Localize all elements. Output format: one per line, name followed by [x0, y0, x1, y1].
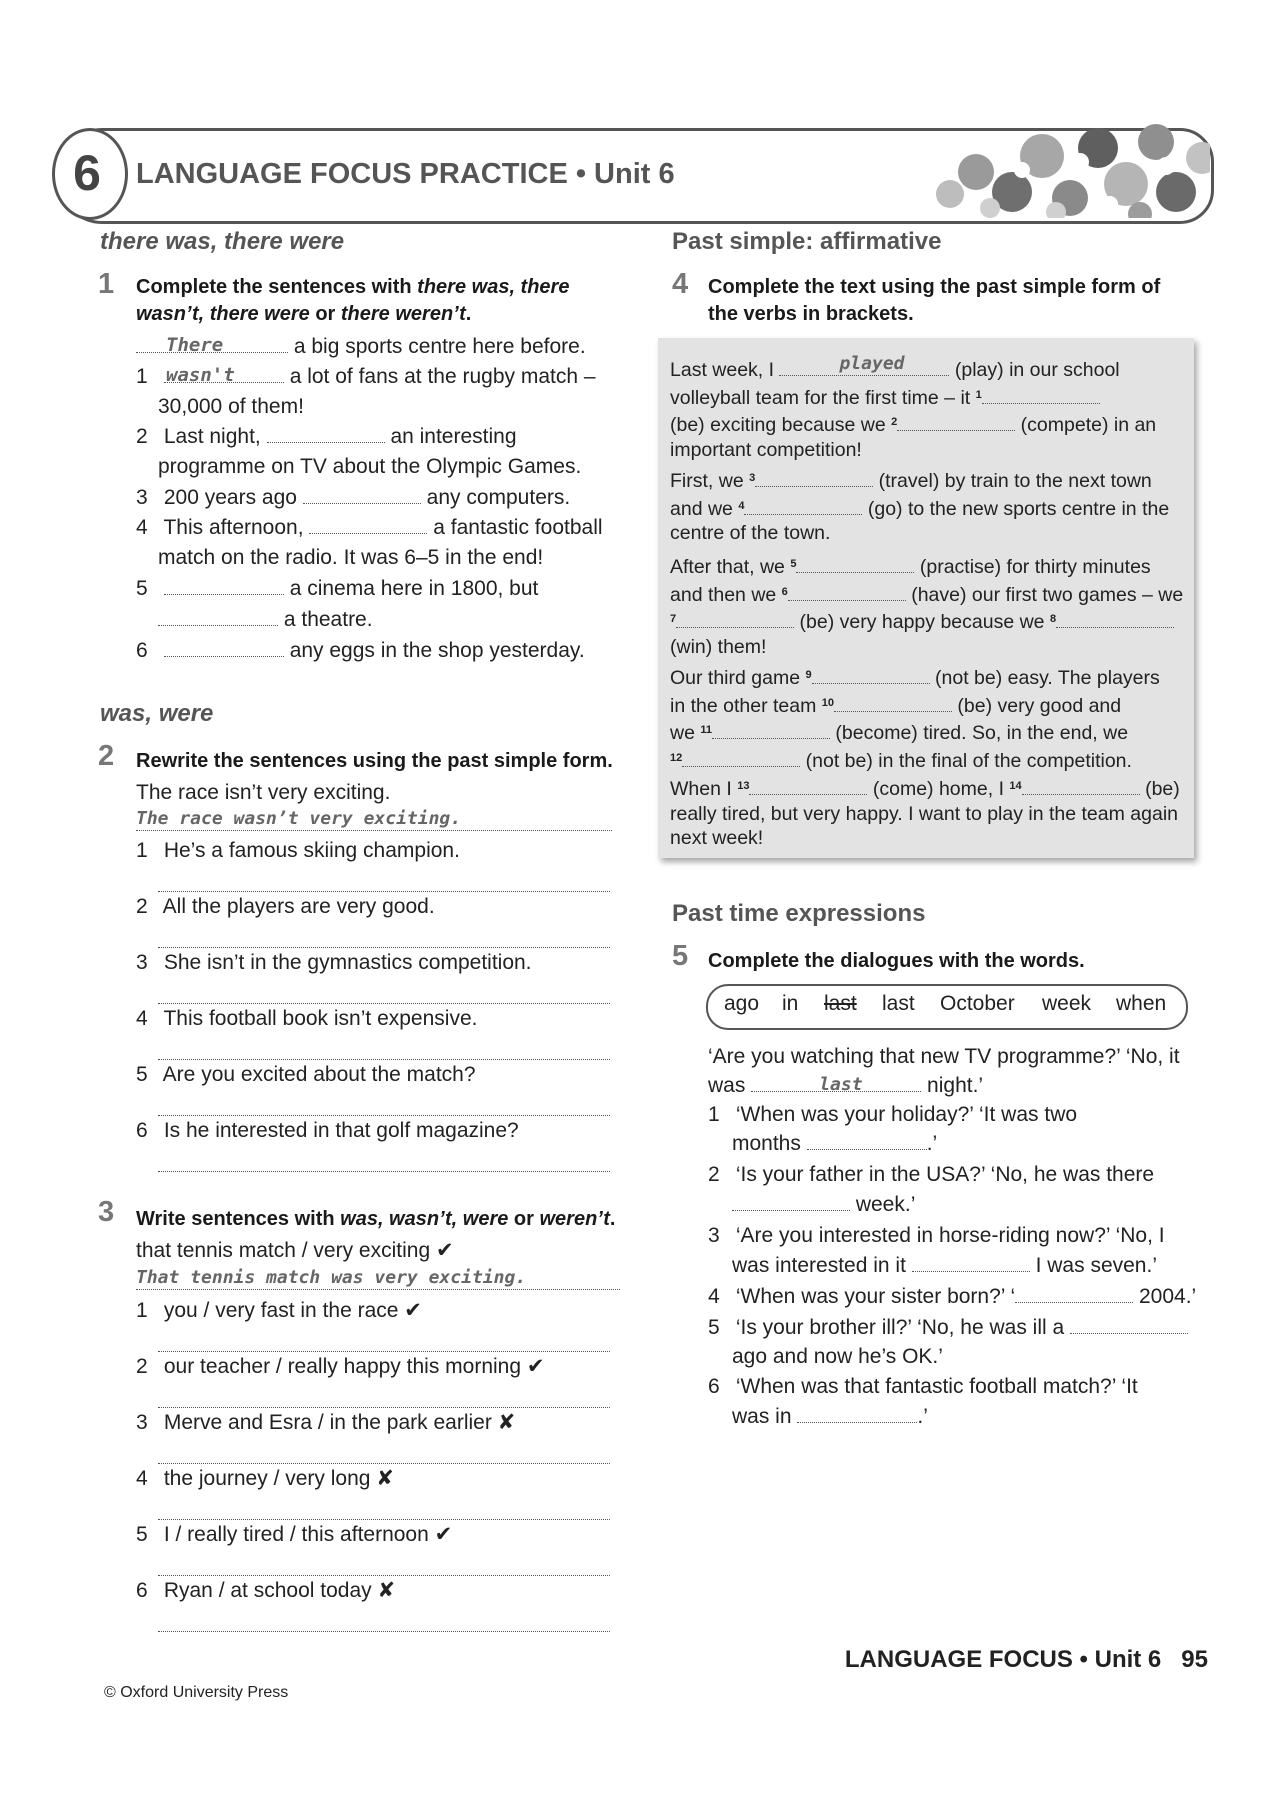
- exercise-2-item: [136, 1116, 519, 1146]
- item-prompt: Are you excited about the match?: [158, 1063, 476, 1086]
- answer-blank[interactable]: [912, 1251, 1030, 1272]
- item-prompt: I / really tired / this afternoon ✔: [158, 1523, 453, 1546]
- exercise-2-item: [136, 1060, 476, 1090]
- answer-blank[interactable]: [807, 1129, 927, 1150]
- item-number: 5: [136, 1523, 148, 1546]
- section-heading-past-simple: Past simple: affirmative: [672, 228, 942, 255]
- exercise-1-item: 3 200 years ago any computers.: [136, 483, 570, 513]
- exercise-number-2: 2: [98, 740, 115, 772]
- exercise-5-item-continuation: was interested in it I was seven.’: [732, 1251, 1157, 1281]
- exercise-4-paragraph-3: After that, we $^5$ (practise) for thirty minutes and then we $^6$ (have) our first two games – we $^7$ (be) very happy because we $^8$ (win) them!: [670, 552, 1188, 660]
- exercise-4-paragraph-4: Our third game $^9$ (not be) easy. The players in the other team $^{10}$ (be) very good and we $^{11}$ (become) tired. So, in the end, we $^{12}$ (not be) in the final of the competition.: [670, 663, 1188, 774]
- answer-blank[interactable]: [309, 513, 427, 534]
- item-prompt: This football book isn’t expensive.: [158, 1007, 478, 1030]
- exercise-number-5: 5: [672, 940, 689, 972]
- page-title: LANGUAGE FOCUS PRACTICE • Unit 6: [136, 158, 675, 190]
- exercise-5-item-continuation: ago and now he’s OK.’: [732, 1345, 943, 1368]
- exercise-1-example: There wasn't a big sports centre here before.: [136, 332, 586, 362]
- item-prompt: our teacher / really happy this morning ✔: [158, 1355, 545, 1378]
- exercise-3-example-prompt: that tennis match / very exciting ✔: [136, 1239, 454, 1262]
- exercise-3-item: [136, 1352, 544, 1382]
- item-prompt: Is he interested in that golf magazine?: [158, 1119, 519, 1142]
- exercise-1-item: 1 a lot of fans at the rugby match –: [136, 362, 596, 392]
- answer-blank[interactable]: [682, 746, 800, 767]
- exercise-3-example-answer: That tennis match was very exciting.: [136, 1267, 527, 1288]
- answer-blank[interactable]: [744, 494, 862, 515]
- exercise-1-item: 5 a cinema here in 1800, but: [136, 574, 538, 604]
- example-answer-line: There wasn't: [136, 332, 288, 353]
- exercise-5-item: 2 ‘Is your father in the USA?’ ‘No, he was there: [708, 1163, 1155, 1186]
- exercise-1-instruction: Complete the sentences with there was, there wasn’t, there were or there weren’t.: [136, 276, 570, 325]
- exercise-2-item: [136, 892, 435, 922]
- answer-blank[interactable]: [796, 552, 914, 573]
- exercise-2-item: [136, 948, 532, 978]
- section-heading-was-were: was, were: [100, 700, 214, 727]
- answer-blank[interactable]: [797, 1402, 917, 1423]
- answer-blank[interactable]: [1056, 607, 1174, 628]
- word-bank-word: October: [940, 992, 1015, 1015]
- section-heading-there-was: there was, there were: [100, 228, 345, 255]
- item-prompt: He’s a famous skiing champion.: [158, 839, 460, 862]
- exercise-1-item-continuation: programme on TV about the Olympic Games.: [158, 455, 582, 478]
- exercise-4-paragraph-2: First, we $^3$ (travel) by train to the next town and we $^4$ (go) to the new sports centre in the centre of the town.: [670, 466, 1188, 546]
- item-number: 6: [136, 1119, 148, 1142]
- exercise-1-item-continuation: 30,000 of them!: [158, 395, 304, 418]
- exercise-4-paragraph-5: When I $^{13}$ (come) home, I $^{14}$ (be) really tired, but very happy. I want to play in the team again next week!: [670, 774, 1188, 851]
- item-number: 2: [136, 1355, 148, 1378]
- exercise-5-example-line-2: was last night.’: [708, 1071, 983, 1101]
- item-number: 4: [136, 1467, 148, 1490]
- exercise-1-item: 6 any eggs in the shop yesterday.: [136, 636, 585, 666]
- header-puzzle-decoration: [930, 122, 1210, 218]
- answer-line[interactable]: [158, 1630, 610, 1632]
- exercise-5-item-continuation: months .’: [732, 1129, 937, 1159]
- example-answer-line: played: [779, 355, 949, 376]
- answer-blank[interactable]: [732, 1190, 850, 1211]
- answer-blank[interactable]: [158, 605, 278, 626]
- exercise-number-3: 3: [98, 1196, 115, 1228]
- exercise-number-4: 4: [672, 268, 689, 300]
- exercise-3-item: [136, 1464, 394, 1494]
- exercise-number-1: 1: [98, 268, 115, 300]
- exercise-1-item: 4 This afternoon, a fantastic football: [136, 513, 603, 543]
- exercise-5-item: 4 ‘When was your sister born?’ ‘ 2004.’: [708, 1282, 1196, 1312]
- answer-blank[interactable]: [788, 580, 906, 601]
- answer-line[interactable]: [136, 829, 612, 831]
- section-heading-past-time-expressions: Past time expressions: [672, 900, 926, 927]
- answer-blank[interactable]: [676, 607, 794, 628]
- answer-blank[interactable]: [1022, 774, 1140, 795]
- answer-line[interactable]: [136, 1288, 620, 1290]
- item-number: 4: [136, 1007, 148, 1030]
- answer-blank[interactable]: [1070, 1313, 1188, 1334]
- word-bank-word-used: last: [824, 992, 857, 1015]
- item-number: 2: [136, 895, 148, 918]
- answer-blank[interactable]: [267, 422, 385, 443]
- page-number: 95: [1181, 1646, 1208, 1673]
- exercise-2-instruction: Rewrite the sentences using the past simple form.: [136, 750, 613, 772]
- item-number: 3: [136, 951, 148, 974]
- exercise-5-instruction: Complete the dialogues with the words.: [708, 950, 1085, 972]
- footer-label: LANGUAGE FOCUS • Unit 6: [844, 1646, 1162, 1673]
- exercise-1-item-continuation: a theatre.: [158, 605, 373, 635]
- answer-blank[interactable]: [1015, 1282, 1133, 1303]
- exercise-1-item-continuation: match on the radio. It was 6–5 in the end!: [158, 546, 544, 569]
- exercise-5-example-line-1: ‘Are you watching that new TV programme?’ ‘No, it: [708, 1045, 1180, 1068]
- item-prompt: All the players are very good.: [158, 895, 435, 918]
- example-answer-line: last: [751, 1071, 921, 1092]
- word-bank-word: ago: [724, 992, 760, 1015]
- unit-number: 6: [73, 145, 101, 201]
- exercise-5-item: 5 ‘Is your brother ill?’ ‘No, he was ill a: [708, 1313, 1188, 1343]
- exercise-3-item: [136, 1408, 515, 1438]
- item-number: 1: [136, 1299, 148, 1322]
- item-number: 1: [136, 839, 148, 862]
- answer-blank[interactable]: [164, 636, 284, 657]
- answer-blank[interactable]: [982, 383, 1100, 404]
- answer-blank[interactable]: [712, 718, 830, 739]
- word-bank-word: when: [1116, 992, 1167, 1015]
- item-prompt: She isn’t in the gymnastics competition.: [158, 951, 532, 974]
- exercise-3-item: [136, 1576, 395, 1606]
- exercise-3-item: [136, 1520, 452, 1550]
- item-number: 3: [136, 1411, 148, 1434]
- answer-blank[interactable]: [303, 483, 421, 504]
- item-number: 6: [136, 1579, 148, 1602]
- word-bank-word: in: [782, 992, 799, 1015]
- word-bank-word: last: [882, 992, 915, 1015]
- answer-blank[interactable]: [164, 362, 284, 383]
- answer-blank[interactable]: [749, 774, 867, 795]
- exercise-5-item: 3 ‘Are you interested in horse-riding now?’ ‘No, I: [708, 1224, 1165, 1247]
- answer-blank[interactable]: [812, 663, 930, 684]
- answer-blank[interactable]: [834, 691, 952, 712]
- exercise-2-example-answer: The race wasn’t very exciting.: [136, 808, 462, 829]
- word-bank-word: week: [1042, 992, 1092, 1015]
- exercise-4-instruction: Complete the text using the past simple form of the verbs in brackets.: [708, 276, 1161, 325]
- answer-blank[interactable]: [164, 574, 284, 595]
- exercise-3-item: [136, 1296, 422, 1326]
- item-prompt: Merve and Esra / in the park earlier ✘: [158, 1411, 516, 1434]
- item-prompt: the journey / very long ✘: [158, 1467, 394, 1490]
- exercise-2-item: [136, 1004, 477, 1034]
- answer-blank[interactable]: [755, 466, 873, 487]
- exercise-2-item: [136, 836, 460, 866]
- exercise-5-item: 6 ‘When was that fantastic football match?’ ‘It: [708, 1375, 1138, 1398]
- copyright-notice: © Oxford University Press: [104, 1684, 289, 1701]
- exercise-2-example-prompt: The race isn’t very exciting.: [136, 781, 391, 804]
- page-footer: [845, 1646, 1208, 1674]
- exercise-3-instruction: Write sentences with was, wasn’t, were or weren’t.: [136, 1208, 616, 1230]
- item-prompt: you / very fast in the race ✔: [158, 1299, 422, 1322]
- exercise-1-item: 2 Last night, an interesting: [136, 422, 517, 452]
- answer-blank[interactable]: [897, 410, 1015, 431]
- item-number: 5: [136, 1063, 148, 1086]
- exercise-5-item-continuation: was in .’: [732, 1402, 928, 1432]
- exercise-4-paragraph-1: Last week, I played (play) in our school volleyball team for the first time – it $^1$ (be) exciting because we $^2$ (compete) in an important competition!: [670, 353, 1157, 462]
- exercise-5-item: 1 ‘When was your holiday?’ ‘It was two: [708, 1103, 1078, 1126]
- exercise-5-item-continuation: week.’: [732, 1190, 915, 1220]
- answer-line[interactable]: [158, 1170, 610, 1172]
- item-prompt: Ryan / at school today ✘: [158, 1579, 396, 1602]
